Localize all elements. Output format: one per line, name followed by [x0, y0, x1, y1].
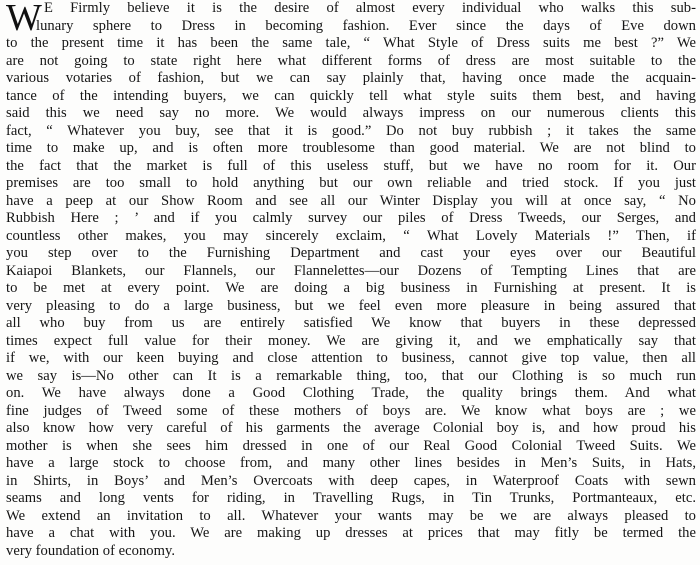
text-line: have a peep at our Show Room and see all our Winter Display you will at once say, “ No — [6, 192, 696, 209]
text-line: Kaiapoi Blankets, our Flannels, our Flannelettes—our Dozens of Tempting Lines that are — [6, 262, 696, 279]
text-line: we say is—No other can It is a remarkable thing, too, that our Clothing is so much run — [6, 367, 696, 384]
text-line: said this we need say no more. We would always impress on our numerous clients this — [6, 105, 696, 121]
text-line: to the present time it has been the same tale, “ What Style of Dress suits me best ?” We — [6, 35, 696, 51]
text-line: times expect full value for their money. We are giving it, and we emphatically say that — [6, 332, 696, 349]
text-line: lunary sphere to Dress in becoming fashion. Ever since the days of Eve down — [36, 17, 696, 34]
text-line: to be met at every point. We are doing a big business in Furnishing at present. It is — [6, 280, 696, 296]
text-line: on. We have always done a Good Clothing Trade, the quality brings them. And what — [6, 385, 696, 401]
text-line: Rubbish Here ; ’ and if you calmly survey our piles of Dress Tweeds, our Serges, and — [6, 210, 696, 226]
text-line: mother is when she sees him dressed in one of our Real Good Colonial Tweed Suits. We — [6, 437, 696, 454]
text-line: tance of the intending buyers, we can quickly tell what style suits them best, and having — [6, 87, 696, 104]
text-line: fact, “ Whatever you buy, see that it is good.” Do not buy rubbish ; it takes the same — [6, 122, 696, 139]
text-line: in Shirts, in Boys’ and Men’s Overcoats with deep capes, in Waterproof Coats with sewn — [6, 472, 696, 489]
text-line: have a large stock to choose from, and many other lines besides in Men’s Suits, in Hats, — [6, 455, 696, 471]
text-line: very pleasing to do a large business, but we feel even more pleasure in being assured that — [6, 297, 696, 314]
advertisement-article — [6, 0, 696, 560]
text-line: time to make up, and is often more troublesome than good material. We are not blind to — [6, 140, 696, 156]
text-line: seams and long vents for riding, in Travelling Rugs, in Tin Trunks, Portmanteaux, etc. — [6, 490, 696, 506]
text-line: also know how very careful of his garments the average Colonial boy is, and how proud his — [6, 420, 696, 436]
text-line: the fact that the market is full of this useless stuff, but we have no room for it. Our — [6, 157, 696, 174]
text-line: if we, with our keen buying and close attention to business, cannot give top value, then all — [6, 350, 696, 366]
opening-paragraph — [6, 0, 696, 39]
text-line: all who buy from us are entirely satisfied We know that buyers in these depressed — [6, 315, 696, 331]
text-line: you step over to the Furnishing Department and cast your eyes over our Beautiful — [6, 245, 696, 261]
indented-lines — [34, 0, 696, 35]
drop-cap-letter: W — [6, 0, 41, 39]
text-line: We extend an invitation to all. Whatever your wants may be we are always pleased to — [6, 507, 696, 524]
text-line: very foundation of economy. — [6, 542, 175, 559]
text-line: have a chat with you. We are making up dresses at prices that may fitly be termed the — [6, 525, 696, 541]
text-line: fine judges of Tweed some of these mothers of boys are. We know what boys are ; we — [6, 402, 696, 419]
text-line: E Firmly believe it is the desire of almost every individual who walks this sub- — [44, 0, 696, 16]
text-line: are not going to state right here what different forms of dress are most suitable to the — [6, 52, 696, 69]
text-line: premises are too small to hold anything but our own reliable and tried stock. If you just — [6, 175, 696, 191]
text-line: various votaries of fashion, but we can say plainly that, having once made the acquain- — [6, 70, 696, 86]
article-body — [6, 35, 696, 560]
text-line: countless other makes, you may sincerely exclaim, “ What Lovely Materials !” Then, if — [6, 227, 696, 244]
